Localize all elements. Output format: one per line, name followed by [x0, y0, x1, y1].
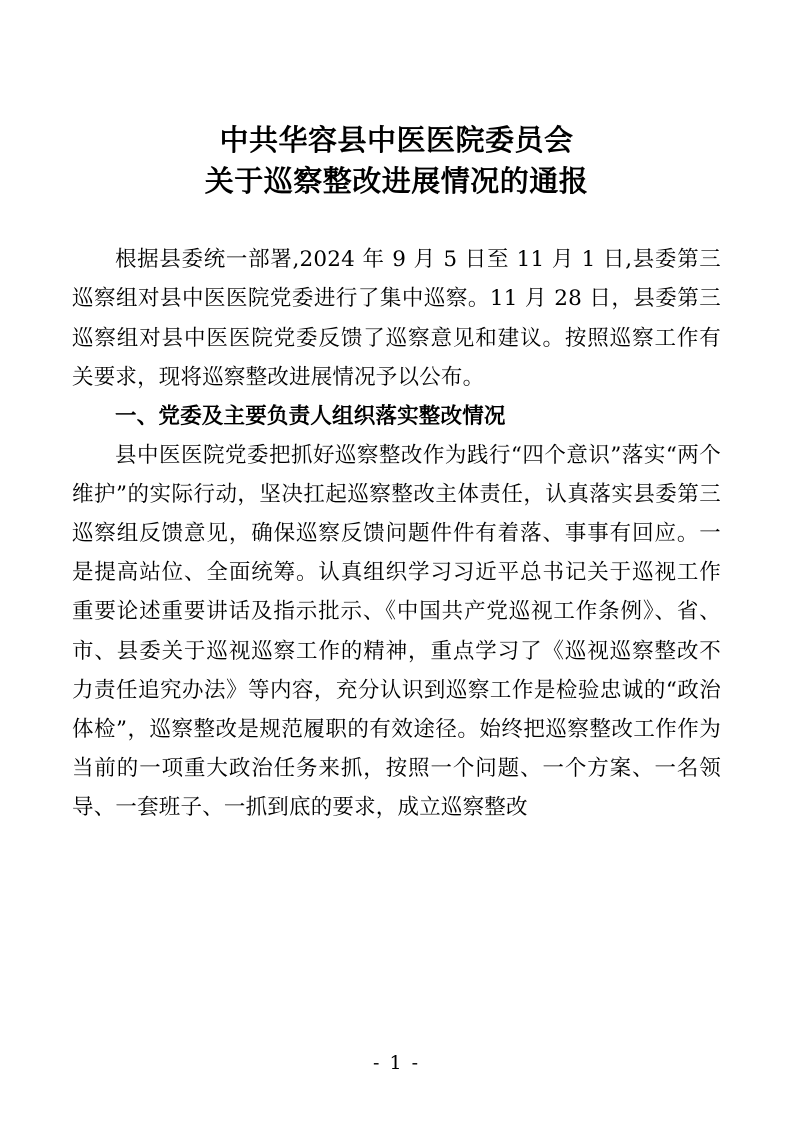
title-line-1: 中共华容县中医医院委员会 — [219, 123, 574, 157]
section-heading-1: 一、党委及主要负责人组织落实整改情况 — [115, 403, 506, 429]
paragraph-intro: 根据县委统一部署,2024 年 9 月 5 日至 11 月 1 日,县委第三巡察组对县中医医院党委进行了集中巡察。11 月 28 日，县委第三巡察组对县中医医院党委反馈了巡察意见和建议。按照巡察工作有关要求，现将巡察整改进展情况予以公布。 — [72, 247, 721, 390]
page-title — [72, 120, 721, 202]
page-number: - 1 - — [372, 1052, 420, 1074]
paragraph-section-1-body: 县中医医院党委把抓好巡察整改作为践行“四个意识”落实“两个维护”的实际行动，坚决扛起巡察整改主体责任，认真落实县委第三巡察组反馈意见，确保巡察反馈问题件件有着落、事事有回应。一是提高站位、全面统筹。认真组织学习习近平总书记关于巡视工作重要论述重要讲话及指示批示、《中国共产党巡视工作条例》、省、市、县委关于巡视巡察工作的精神，重点学习了《巡视巡察整改不力责任追究办法》等内容，充分认识到巡察工作是检验忠诚的“政治体检”，巡察整改是规范履职的有效途径。始终把巡察整改工作作为当前的一项重大政治任务来抓，按照一个问题、一个方案、一名领导、一套班子、一抓到底的要求，成立巡察整改 — [72, 442, 721, 821]
title-line-2: 关于巡察整改进展情况的通报 — [204, 164, 589, 199]
